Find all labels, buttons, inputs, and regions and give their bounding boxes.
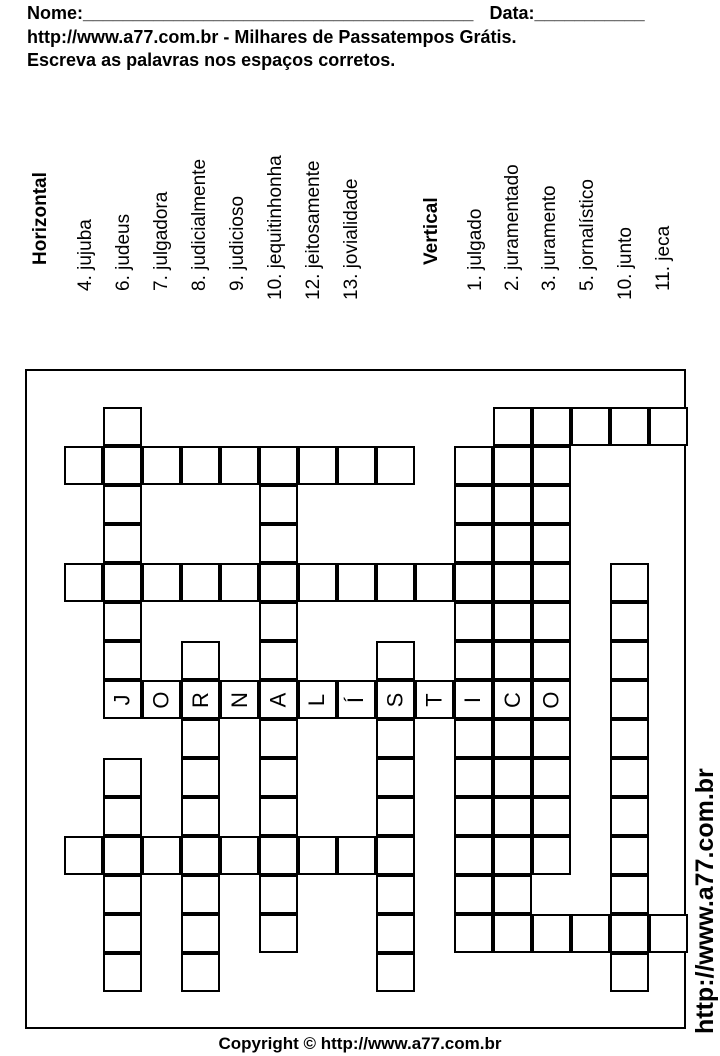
crossword-cell[interactable] — [454, 446, 493, 485]
crossword-cell[interactable] — [103, 524, 142, 563]
crossword-cell[interactable] — [493, 563, 532, 602]
crossword-cell[interactable] — [610, 719, 649, 758]
crossword-cell[interactable] — [259, 836, 298, 875]
crossword-cell[interactable] — [454, 914, 493, 953]
crossword-cell[interactable] — [376, 758, 415, 797]
crossword-letter — [142, 680, 181, 719]
crossword-letter — [454, 680, 493, 719]
crossword-cell[interactable] — [532, 407, 571, 446]
clue-horizontal: 12. jeitosamente — [303, 160, 324, 300]
clue-horizontal: 9. judicioso — [227, 195, 248, 291]
crossword-cell[interactable] — [259, 446, 298, 485]
crossword-cell[interactable] — [337, 563, 376, 602]
crossword-cell[interactable] — [259, 563, 298, 602]
crossword-cell[interactable] — [103, 758, 142, 797]
crossword-cell[interactable] — [64, 563, 103, 602]
crossword-cell[interactable] — [493, 602, 532, 641]
crossword-cell[interactable] — [181, 641, 220, 680]
crossword-cell[interactable] — [610, 797, 649, 836]
crossword-cell[interactable] — [493, 758, 532, 797]
crossword-cell[interactable] — [220, 836, 259, 875]
clue-horizontal: 8. judicialmente — [189, 158, 210, 291]
crossword-cell[interactable] — [649, 407, 688, 446]
crossword-cell[interactable] — [181, 563, 220, 602]
crossword-cell[interactable] — [181, 758, 220, 797]
crossword-cell[interactable] — [532, 719, 571, 758]
crossword-cell[interactable] — [181, 719, 220, 758]
crossword-letter — [103, 680, 142, 719]
vertical-title: Vertical — [421, 197, 442, 265]
crossword-cell[interactable] — [181, 953, 220, 992]
crossword-cell[interactable] — [493, 875, 532, 914]
crossword-cell[interactable] — [376, 563, 415, 602]
crossword-cell[interactable] — [610, 836, 649, 875]
crossword-letter — [532, 680, 571, 719]
footer-copyright: Copyright © http://www.a77.com.br — [218, 1034, 502, 1053]
clue-vertical: 5. jornalístico — [577, 179, 598, 291]
crossword-cell[interactable] — [337, 446, 376, 485]
crossword-letter-text: R — [187, 691, 213, 708]
crossword-cell[interactable] — [610, 953, 649, 992]
crossword-cell[interactable] — [454, 875, 493, 914]
crossword-cell[interactable] — [493, 446, 532, 485]
crossword-cell[interactable] — [376, 875, 415, 914]
crossword-cell[interactable] — [532, 563, 571, 602]
crossword-cell[interactable] — [532, 485, 571, 524]
crossword-cell[interactable] — [259, 602, 298, 641]
side-url: http://www.a77.com.br — [691, 768, 719, 1034]
crossword-cell[interactable] — [376, 836, 415, 875]
crossword-cell[interactable] — [181, 446, 220, 485]
crossword-cell[interactable] — [610, 758, 649, 797]
crossword-cell[interactable] — [610, 641, 649, 680]
crossword-cell[interactable] — [376, 719, 415, 758]
name-label: Nome:_______________________________________ — [27, 3, 474, 23]
crossword-cell[interactable] — [337, 836, 376, 875]
crossword-cell[interactable] — [493, 719, 532, 758]
crossword-cell[interactable] — [532, 758, 571, 797]
crossword-cell[interactable] — [454, 719, 493, 758]
crossword-cell[interactable] — [532, 446, 571, 485]
crossword-cell[interactable] — [532, 602, 571, 641]
crossword-cell[interactable] — [376, 446, 415, 485]
crossword-letter-text: N — [226, 691, 252, 708]
clue-vertical: 2. juramentado — [502, 164, 523, 291]
clue-vertical: 11. jeca — [653, 225, 674, 291]
crossword-cell[interactable] — [532, 524, 571, 563]
horizontal-title: Horizontal — [30, 172, 51, 265]
crossword-cell[interactable] — [532, 797, 571, 836]
site-line: http://www.a77.com.br - Milhares de Passatempos Grátis. — [27, 27, 517, 47]
crossword-cell[interactable] — [454, 524, 493, 563]
crossword-cell[interactable] — [298, 836, 337, 875]
crossword-cell[interactable] — [181, 875, 220, 914]
crossword-cell[interactable] — [454, 641, 493, 680]
crossword-cell[interactable] — [181, 914, 220, 953]
crossword-cell[interactable] — [454, 797, 493, 836]
crossword-cell[interactable] — [610, 875, 649, 914]
crossword-cell[interactable] — [493, 797, 532, 836]
crossword-cell[interactable] — [493, 485, 532, 524]
crossword-cell[interactable] — [298, 563, 337, 602]
crossword-letter-text: A — [265, 692, 291, 707]
date-label: Data:___________ — [489, 3, 645, 23]
crossword-letter-text: S — [382, 692, 408, 707]
crossword-cell[interactable] — [259, 524, 298, 563]
instructions: Escreva as palavras nos espaços corretos. — [27, 50, 396, 70]
clue-vertical: 10. junto — [615, 227, 636, 300]
crossword-cell[interactable] — [493, 914, 532, 953]
crossword-cell[interactable] — [454, 602, 493, 641]
crossword-cell[interactable] — [259, 485, 298, 524]
crossword-letter-text: C — [499, 691, 525, 708]
clue-horizontal: 6. judeus — [113, 213, 134, 291]
crossword-cell[interactable] — [142, 563, 181, 602]
crossword-cell[interactable] — [298, 446, 337, 485]
crossword-cell[interactable] — [64, 836, 103, 875]
clue-vertical: 3. juramento — [539, 185, 560, 291]
crossword-cell[interactable] — [532, 641, 571, 680]
crossword-cell[interactable] — [103, 875, 142, 914]
crossword-letter-text: I — [460, 696, 486, 703]
crossword-cell[interactable] — [493, 524, 532, 563]
crossword-cell[interactable] — [220, 446, 259, 485]
clue-horizontal: 13. jovialidade — [341, 178, 362, 300]
crossword-cell[interactable] — [142, 446, 181, 485]
crossword-letter-text: Í — [343, 696, 369, 703]
crossword-cell[interactable] — [259, 758, 298, 797]
crossword-cell[interactable] — [181, 797, 220, 836]
crossword-cell[interactable] — [571, 914, 610, 953]
crossword-letter — [493, 680, 532, 719]
crossword-cell[interactable] — [376, 641, 415, 680]
clue-horizontal: 10. jequitinhonha — [265, 155, 286, 300]
clue-horizontal: 4. jujuba — [75, 219, 96, 291]
crossword-cell[interactable] — [259, 641, 298, 680]
crossword-cell[interactable] — [610, 680, 649, 719]
crossword-cell[interactable] — [571, 407, 610, 446]
clue-horizontal: 7. julgadora — [151, 191, 172, 291]
crossword-cell[interactable] — [103, 641, 142, 680]
crossword-cell[interactable] — [493, 641, 532, 680]
crossword-letter — [181, 680, 220, 719]
crossword-letter — [259, 680, 298, 719]
crossword-letter — [220, 680, 259, 719]
crossword-letter — [337, 680, 376, 719]
crossword-cell[interactable] — [610, 914, 649, 953]
crossword-cell[interactable] — [454, 836, 493, 875]
crossword-cell[interactable] — [103, 914, 142, 953]
crossword-cell[interactable] — [103, 446, 142, 485]
crossword-cell[interactable] — [415, 563, 454, 602]
crossword-cell[interactable] — [103, 485, 142, 524]
crossword-cell[interactable] — [259, 719, 298, 758]
crossword-cell[interactable] — [103, 836, 142, 875]
crossword-cell[interactable] — [103, 953, 142, 992]
crossword-cell[interactable] — [376, 914, 415, 953]
crossword-cell[interactable] — [64, 446, 103, 485]
crossword-cell[interactable] — [493, 836, 532, 875]
crossword-letter-text: T — [421, 692, 447, 707]
crossword-cell[interactable] — [259, 914, 298, 953]
crossword-cell[interactable] — [376, 797, 415, 836]
crossword-cell[interactable] — [259, 875, 298, 914]
crossword-letter — [415, 680, 454, 719]
crossword-cell[interactable] — [454, 485, 493, 524]
crossword-cell[interactable] — [142, 836, 181, 875]
crossword-cell[interactable] — [454, 563, 493, 602]
crossword-letter-text: O — [538, 690, 564, 709]
clue-vertical: 1. julgado — [465, 208, 486, 291]
crossword-cell[interactable] — [610, 602, 649, 641]
crossword-letter — [376, 680, 415, 719]
crossword-cell[interactable] — [220, 563, 259, 602]
crossword-cell[interactable] — [532, 914, 571, 953]
crossword-cell[interactable] — [649, 914, 688, 953]
crossword-cell[interactable] — [532, 836, 571, 875]
crossword-letter-text: L — [304, 693, 330, 706]
crossword-cell[interactable] — [493, 407, 532, 446]
crossword-cell[interactable] — [103, 407, 142, 446]
crossword-cell[interactable] — [610, 407, 649, 446]
crossword-cell[interactable] — [259, 797, 298, 836]
crossword-cell[interactable] — [610, 563, 649, 602]
crossword-cell[interactable] — [103, 563, 142, 602]
name-line — [27, 2, 645, 24]
crossword-cell[interactable] — [103, 602, 142, 641]
crossword-cell[interactable] — [181, 836, 220, 875]
crossword-letter — [298, 680, 337, 719]
crossword-letter-text: O — [148, 690, 174, 709]
crossword-letter-text: J — [109, 694, 135, 705]
crossword-cell[interactable] — [376, 953, 415, 992]
crossword-cell[interactable] — [103, 797, 142, 836]
crossword-cell[interactable] — [454, 758, 493, 797]
